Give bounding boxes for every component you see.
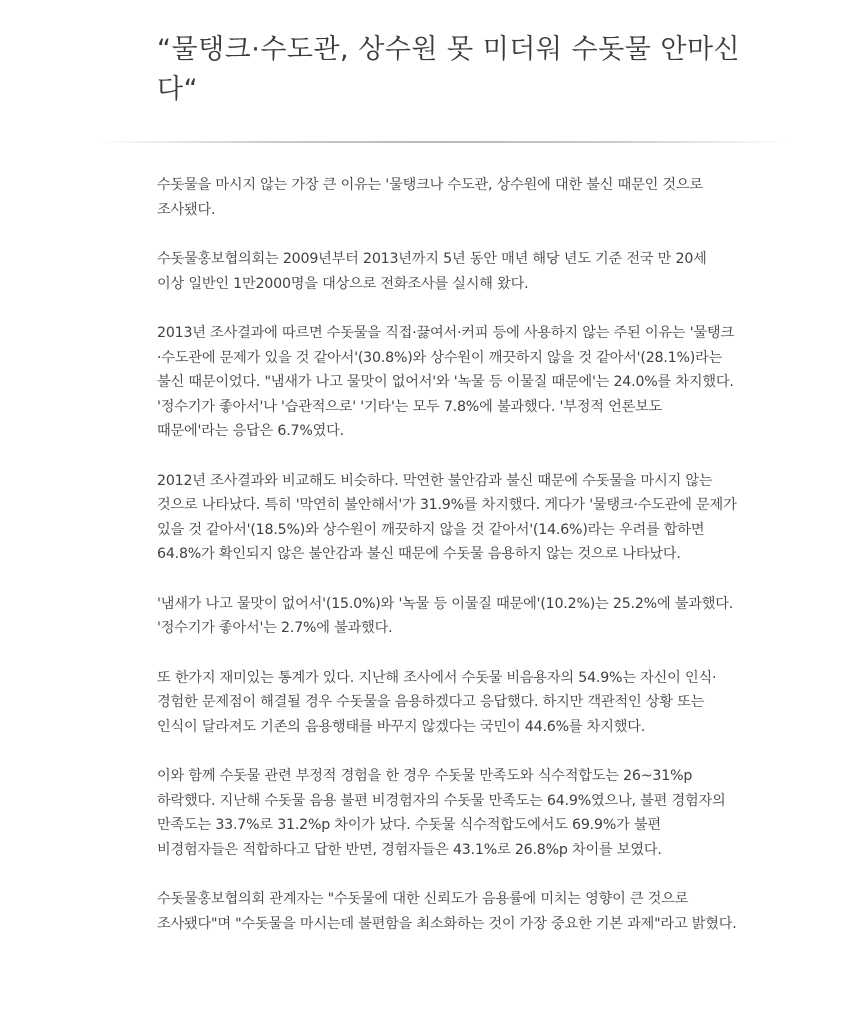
article-body [157,173,737,961]
article-headline: “물탱크·수도관, 상수원 못 미더워 수돗물 안마신다“ [157,34,741,105]
article-paragraph: 2012년 조사결과와 비교해도 비슷하다. 막연한 불안감과 불신 때문에 수돗물을 마시지 않는 것으로 나타났다. 특히 '막연히 불안해서'가 31.9%를 차지했다. 게다가 '물탱크·수도관에 문제가 있을 것 같아서'(18.5%)와 상수원이 깨끗하지 않을 것 같아서'(14.6%)라는 우려를 합하면 64.8%가 확인되지 않은 불안감과 불신 때문에 수돗물 음용하지 않는 것으로 나타났다. [157,472,737,562]
article-paragraph: 2013년 조사결과에 따르면 수돗물을 직접·끓여서·커피 등에 사용하지 않는 주된 이유는 '물탱크·수도관에 문제가 있을 것 같아서'(30.8%)와 상수원이 깨끗하지 않을 것 같아서'(28.1%)라는 불신 때문이었다. "냄새가 나고 물맛이 없어서'와 '녹물 등 이물질 때문에'는 24.0%를 차지했다. '정수기가 좋아서'나 '습관적으로' '기타'는 모두 7.8%에 불과했다. '부정적 언론보도 때문에'라는 응답은 6.7%였다. [157,325,734,439]
article-paragraph: 수돗물홍보협의회는 2009년부터 2013년까지 5년 동안 매년 해당 년도 기준 전국 만 20세 이상 일반인 1만2000명을 대상으로 전화조사를 실시해 왔다. [157,251,707,292]
headline-divider [96,141,788,143]
article-paragraph: 수돗물홍보협의회 관계자는 "수돗물에 대한 신뢰도가 음용률에 미치는 영향이 큰 것으로 조사됐다"며 "수돗물을 마시는데 불편함을 최소화하는 것이 가장 중요한 기본 과제"라고 밝혔다. [157,891,737,932]
article-paragraph: '냄새가 나고 물맛이 없어서'(15.0%)와 '녹물 등 이물질 때문에'(10.2%)는 25.2%에 불과했다. '정수기가 좋아서'는 2.7%에 불과했다. [157,595,734,636]
article-paragraph: 이와 함께 수돗물 관련 부정적 경험을 한 경우 수돗물 만족도와 식수적합도는 26~31%p 하락했다. 지난해 수돗물 음용 불편 비경험자의 수돗물 만족도는 64.9%였으나, 불편 경험자의 만족도는 33.7%로 31.2%p 차이가 났다. 수돗물 식수적합도에서도 69.9%가 불편 비경험자들은 적합하다고 답한 반면, 경험자들은 43.1%로 26.8%p 차이를 보였다. [157,768,726,858]
article-paragraph: 수돗물을 마시지 않는 가장 큰 이유는 '물탱크나 수도관, 상수원에 대한 불신 때문인 것으로 조사됐다. [157,177,703,218]
article-paragraph: 또 한가지 재미있는 통계가 있다. 지난해 조사에서 수돗물 비음용자의 54.9%는 자신이 인식·경험한 문제점이 해결될 경우 수돗물을 음용하겠다고 응답했다. 하지만 객관적인 상황 또는 인식이 달라져도 기존의 음용행태를 바꾸지 않겠다는 국민이 44.6%를 차지했다. [157,669,717,735]
